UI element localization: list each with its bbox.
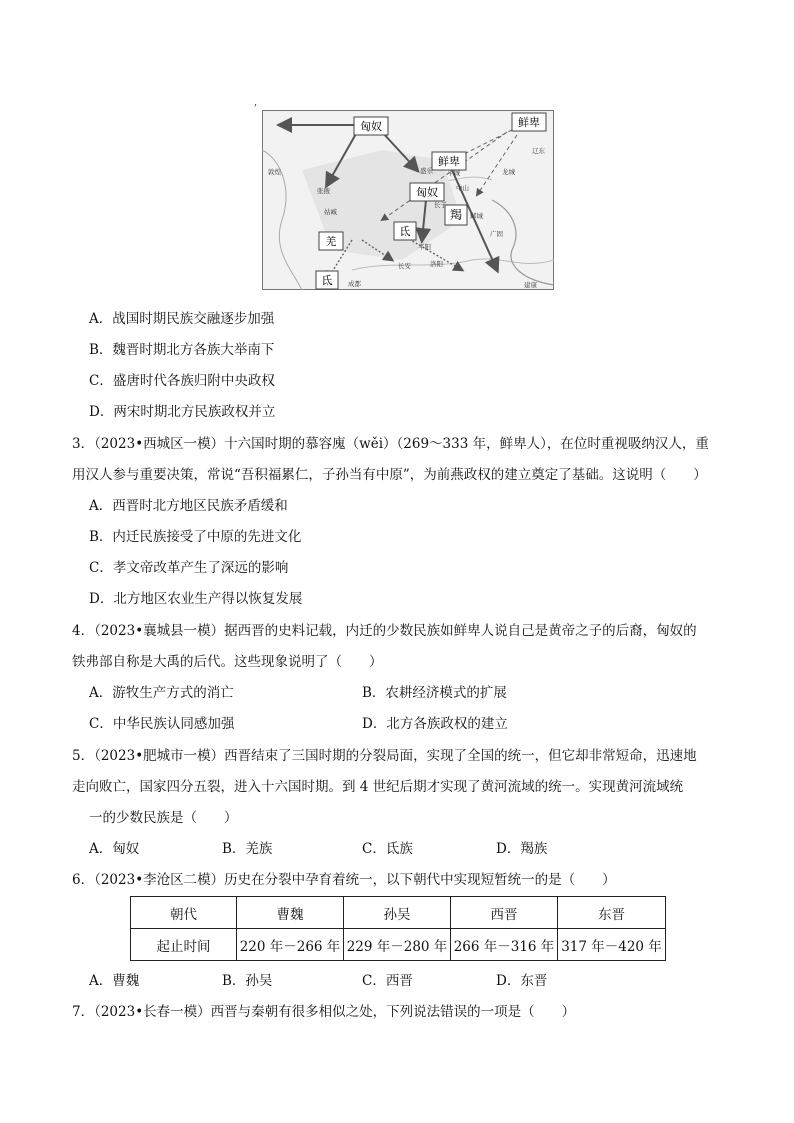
svg-text:羌: 羌	[325, 235, 337, 248]
table-cell: 317 年－420 年	[558, 929, 666, 961]
q3-option-d: D．北方地区农业生产得以恢复发展	[89, 591, 303, 607]
svg-text:鲜卑: 鲜卑	[518, 116, 540, 129]
table-cell: 起止时间	[131, 929, 237, 961]
label-xianbei-mid	[432, 152, 466, 170]
q6-option-c: C．西晋	[362, 973, 413, 989]
q2-option-c: C．盛唐时代各族归附中央政权	[89, 373, 275, 389]
label-jie	[445, 205, 467, 225]
q5-option-c: C．氐族	[362, 841, 413, 857]
place-pingyang: 平阳	[418, 243, 431, 251]
q4-option-b: B．农耕经济模式的扩展	[362, 685, 507, 701]
place-chengdu: 成都	[348, 280, 361, 288]
q5-option-b: B．羌族	[222, 841, 273, 857]
q2-option-b: B．魏晋时期北方各族大举南下	[89, 342, 275, 358]
table-header-cell: 孙吴	[344, 897, 451, 929]
svg-text:鲜卑: 鲜卑	[438, 155, 460, 168]
q6-option-a: A．曹魏	[89, 973, 140, 989]
label-di-bottom	[316, 271, 338, 289]
stray-mark: ,	[254, 97, 258, 108]
place-guanggu: 广固	[490, 230, 503, 238]
place-yecheng: 邺城	[470, 212, 483, 220]
q2-option-d: D．两宋时期北方民族政权并立	[89, 404, 276, 420]
svg-text:匈奴: 匈奴	[416, 186, 438, 199]
place-changzi: 长子	[434, 201, 447, 209]
q3-stem-line1: 3．（2023•西城区一模）十六国时期的慕容廆（wěi）（269～333 年，鲜卑人），在位时重视吸纳汉人，重	[72, 436, 709, 452]
table-header-cell: 曹魏	[237, 897, 344, 929]
q4-option-c: C．中华民族认同感加强	[89, 716, 235, 732]
svg-text:羯: 羯	[449, 208, 463, 222]
place-zhangye: 张掖	[317, 187, 330, 195]
label-xiongnu-top	[354, 117, 388, 135]
q4-stem-line2: 铁弗部自称是大禹的后代。这些现象说明了（ ）	[72, 654, 383, 670]
place-longcheng: 龙城	[502, 168, 515, 176]
table-cell: 266 年－316 年	[451, 929, 558, 961]
place-shengle: 盛乐	[420, 167, 433, 175]
table-cell: 220 年－266 年	[237, 929, 344, 961]
q5-stem-line2: 走向败亡，国家四分五裂，进入十六国时期。到 4 世纪后期才实现了黄河流域的统一。实现黄河流域统	[72, 779, 684, 795]
table-row	[131, 929, 666, 961]
place-pingcheng: 平城	[447, 169, 460, 177]
dynasty-table	[130, 896, 666, 961]
q4-option-a: A．游牧生产方式的消亡	[89, 685, 234, 701]
q3-stem-line2: 用汉人参与重要决策，常说“吾积福累仁，子孙当有中原”，为前燕政权的建立奠定了基础。这说明（ ）	[72, 467, 707, 483]
place-liaodong: 辽东	[532, 147, 545, 155]
svg-text:氐: 氐	[321, 274, 333, 287]
q5-option-d: D．羯族	[496, 841, 548, 857]
place-guzang: 姑臧	[324, 208, 337, 216]
q4-option-d: D．北方各族政权的建立	[362, 716, 508, 732]
table-header-cell: 西晋	[451, 897, 558, 929]
q5-stem-line1: 5．（2023•肥城市一模）西晋结束了三国时期的分裂局面，实现了全国的统一，但它却非常短命，迅速地	[72, 748, 697, 764]
q6-option-b: B．孙吴	[222, 973, 273, 989]
label-di-mid	[394, 222, 416, 240]
svg-text:氐: 氐	[399, 225, 411, 238]
q6-option-d: D．东晋	[496, 973, 548, 989]
q7-stem-line1: 7．（2023•长春一模）西晋与秦朝有很多相似之处，下列说法错误的一项是（ ）	[72, 1004, 576, 1020]
migration-map	[262, 110, 554, 290]
q5-stem-line3: 一的少数民族是（ ）	[89, 810, 238, 826]
q5-option-a: A．匈奴	[89, 841, 140, 857]
table-cell: 229 年－280 年	[344, 929, 451, 961]
svg-text:匈奴: 匈奴	[360, 120, 382, 133]
table-row	[131, 897, 666, 929]
q2-option-a: A．战国时期民族交融逐步加强	[89, 311, 275, 327]
place-zhongshan: 中山	[456, 184, 469, 192]
place-luoyang: 洛阳	[430, 260, 443, 268]
table-header-cell: 东晋	[558, 897, 666, 929]
label-qiang	[319, 232, 343, 250]
place-jiankang: 建康	[524, 281, 537, 289]
label-xianbei-top	[512, 113, 546, 131]
table-header-cell: 朝代	[131, 897, 237, 929]
q3-option-a: A．西晋时北方地区民族矛盾缓和	[89, 498, 288, 514]
q3-option-b: B．内迁民族接受了中原的先进文化	[89, 529, 302, 545]
place-dunhuang: 敦煌	[268, 168, 281, 176]
place-changan: 长安	[398, 262, 411, 270]
q6-stem-line1: 6．（2023•李沧区二模）历史在分裂中孕育着统一，以下朝代中实现短暂统一的是（ ）	[72, 872, 616, 888]
q3-option-c: C．孝文帝改革产生了深远的影响	[89, 560, 289, 576]
q4-stem-line1: 4．（2023•襄城县一模）据西晋的史料记载，内迁的少数民族如鲜卑人说自己是黄帝之子的后裔，匈奴的	[72, 623, 697, 639]
label-xiongnu-mid	[410, 183, 444, 201]
